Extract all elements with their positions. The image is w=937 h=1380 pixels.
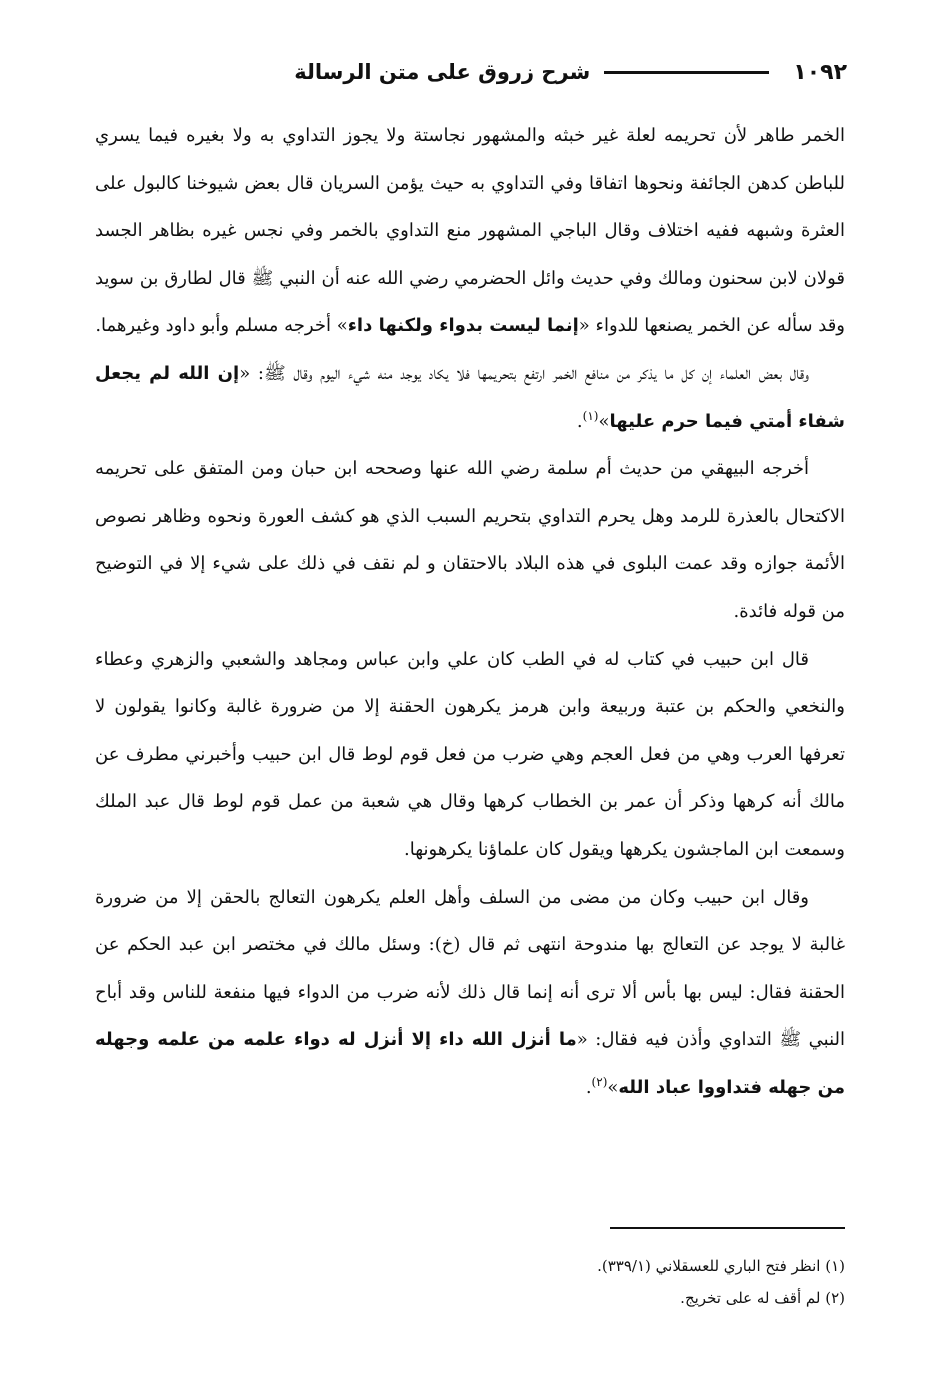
paragraph: قال ابن حبيب في كتاب له في الطب كان علي وابن عباس ومجاهد والشعبي والزهري وعطاء والنخعي والحكم بن عتبة وربيعة وابن هرمز يكرهون الحقنة إلا من ضرورة غالبة وكانوا يقولون لا تعرفها العرب وهي من فعل العجم وهي ضرب من فعل قوم لوط قال ابن حبيب وأخبرني مطرف عن مالك أنه كرهها وذكر أن عمر بن الخطاب كرهها وقال هي شعبة من عمل قوم لوط قال عبد الملك وسمعت ابن الماجشون يكرهها ويقول كان علماؤنا يكرهونها. [95, 648, 845, 860]
hadith-quote: إنما ليست بدواء ولكنها داء [347, 315, 579, 337]
running-title: شرح زروق على متن الرسالة [294, 60, 591, 84]
paragraph: وقال بعض العلماء إن كل ما يذكر من منافع الخمر ارتفع بتحريمها فلا يكاد يوجد منه شيء اليوم وقال ﷺ: «إن الله لم يجعل شفاء أمتي فيما حرم عليها»$^{(١)}$. [95, 362, 845, 432]
footnote-separator [610, 1227, 845, 1229]
main-text [95, 112, 845, 1111]
header-rule [604, 71, 769, 74]
paragraph: أخرجه البيهقي من حديث أم سلمة رضي الله عنها وصححه ابن حبان ومن المتفق على تحريمه الاكتحال بالعذرة للرمد وهل يحرم التداوي بتحريم السبب الذي هو كشف العورة ونحوه وظاهر نصوص الأئمة جوازه وقد عمت البلوى في هذه البلاد بالاحتقان و لم نقف في ذلك على شيء إلا في التوضيح من قوله فائدة. [95, 458, 845, 622]
page-number: ١٠٩٢ [793, 59, 847, 85]
footnote: (١) انظر فتح الباري للعسقلاني (٣٣٩/١). [597, 1257, 845, 1275]
footnote: (٢) لم أقف له على تخريج. [680, 1289, 845, 1307]
paragraph: وقال ابن حبيب وكان من مضى من السلف وأهل العلم يكرهون التعالج بالحقن إلا من ضرورة غالبة لا يوجد عن التعالج بها مندوحة انتهى ثم قال (خ): وسئل مالك في مختصر ابن عبد الحكم عن الحقنة فقال: ليس بها بأس ألا ترى أنه إنما قال ذلك لأنه ضرب من الدواء فيها منفعة للناس وقد أباح النبي ﷺ التداوي وأذن فيه فقال: «ما أنزل الله داء إلا أنزل له دواء علمه من علمه وجهله من جهله فتداووا عباد الله»$^{(٢)}$. [95, 886, 845, 1098]
footnote-ref[interactable]: (٢) [591, 1074, 608, 1089]
page-header [90, 52, 847, 92]
footnote-ref[interactable]: (١) [582, 408, 599, 423]
hadith-quote: ما أنزل الله داء إلا أنزل له دواء علمه من علمه وجهله من جهله فتداووا عباد الله [95, 1029, 845, 1098]
hadith-quote: إن الله لم يجعل شفاء أمتي فيما حرم عليها [95, 362, 845, 432]
paragraph: الخمر طاهر لأن تحريمه لعلة غير خبثه والمشهور نجاستة ولا يجوز التداوي به ولا بغيره فيما يسري للباطن كدهن الجائفة ونحوها اتفاقا وفي التداوي به حيث يؤمن السريان قال بعض شيوخنا كالبول على العثرة وشبهه ففيه اختلاف وقال الباجي المشهور منع التداوي بالخمر وفي نجس غيره بظاهر الجسد قولان لابن سحنون ومالك وفي حديث وائل الحضرمي رضي الله عنه أن النبي ﷺ قال لطارق بن سويد وقد سأله عن الخمر يصنعها للدواء «إنما ليست بدواء ولكنها داء» أخرجه مسلم وأبو داود وغيرهما. [95, 125, 846, 337]
footnotes [95, 1250, 845, 1314]
